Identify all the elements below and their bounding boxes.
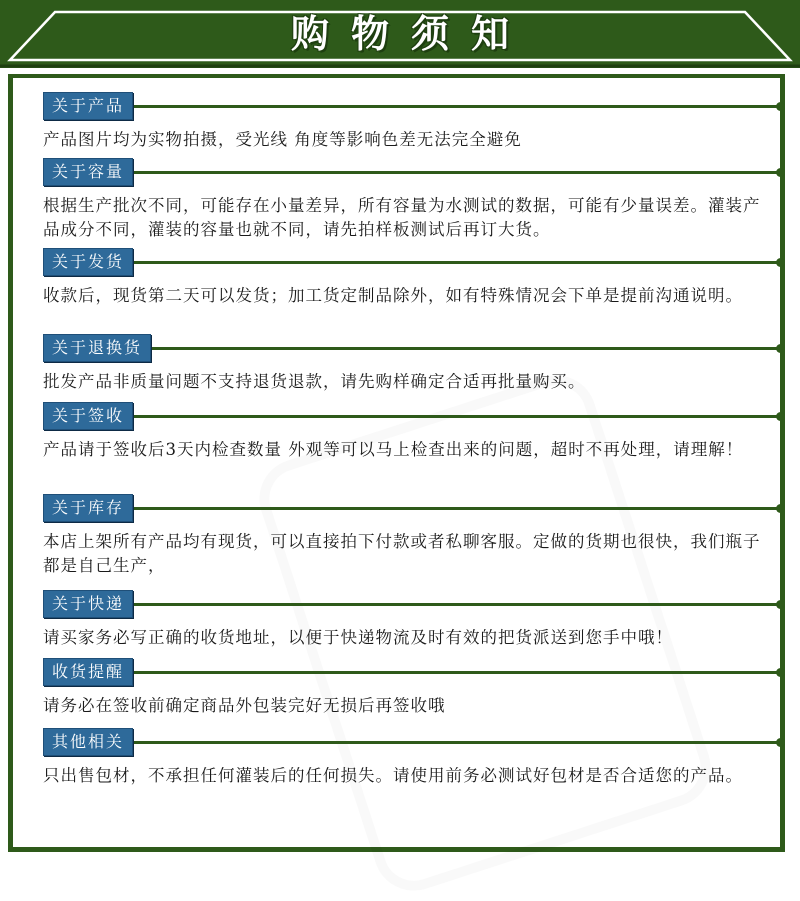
section-label: 关于退换货: [43, 334, 151, 362]
section-returns: [13, 334, 773, 394]
section-other: [13, 728, 773, 788]
section-divider: [43, 507, 781, 510]
section-divider: [43, 671, 781, 674]
section-text: 请务必在签收前确定商品外包装完好无损后再签收哦: [43, 696, 446, 715]
section-divider: [43, 347, 781, 350]
section-reminder: [13, 658, 773, 718]
section-stock: [13, 494, 773, 578]
section-divider: [43, 415, 781, 418]
section-divider: [43, 261, 781, 264]
section-divider: [43, 741, 781, 744]
section-text: 批发产品非质量问题不支持退货退款，请先购样确定合适再批量购买。: [43, 372, 586, 391]
section-divider: [43, 105, 781, 108]
section-label: 关于容量: [43, 158, 133, 186]
section-label: 关于发货: [43, 248, 133, 276]
section-text: 收款后，现货第二天可以发货；加工货定制品除外，如有特殊情况会下单是提前沟通说明。: [43, 286, 743, 305]
section-shipping: [13, 248, 773, 308]
section-express: [13, 590, 773, 650]
section-text: 只出售包材，不承担任何灌装后的任何损失。请使用前务必测试好包材是否合适您的产品。: [43, 766, 743, 785]
section-text: 产品请于签收后3天内检查数量 外观等可以马上检查出来的问题，超时不再处理，请理解！: [43, 440, 744, 459]
section-text: 请买家务必写正确的收货地址，以便于快递物流及时有效的把货派送到您手中哦！: [43, 628, 673, 647]
section-label: 关于库存: [43, 494, 133, 522]
section-label: 关于快递: [43, 590, 133, 618]
section-label: 收货提醒: [43, 658, 133, 686]
section-label: 其他相关: [43, 728, 133, 756]
section-receipt: [13, 402, 773, 462]
title-banner: [0, 0, 800, 68]
section-label: 关于签收: [43, 402, 133, 430]
section-text: 产品图片均为实物拍摄，受光线 角度等影响色差无法完全避免: [43, 130, 522, 149]
section-capacity: [13, 158, 773, 242]
section-divider: [43, 603, 781, 606]
section-label: 关于产品: [43, 92, 133, 120]
section-divider: [43, 171, 781, 174]
section-text: 本店上架所有产品均有现货，可以直接拍下付款或者私聊客服。定做的货期也很快，我们瓶子都是自己生产，: [43, 532, 761, 575]
section-product: [13, 92, 773, 152]
page-title: 购物须知: [290, 11, 531, 56]
content-frame: [8, 74, 785, 852]
section-text: 根据生产批次不同，可能存在小量差异，所有容量为水测试的数据，可能有少量误差。灌装产品成分不同，灌装的容量也就不同，请先拍样板测试后再订大货。: [43, 196, 761, 239]
